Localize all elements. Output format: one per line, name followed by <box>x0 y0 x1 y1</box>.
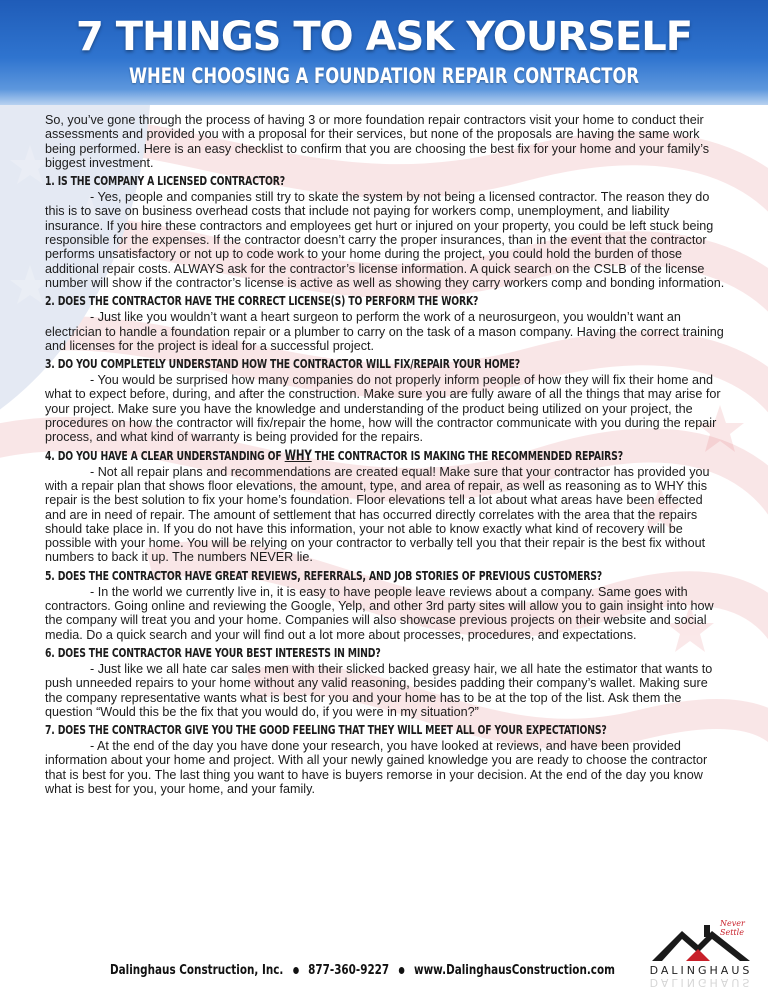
question-6-heading: 6. DOES THE CONTRACTOR HAVE YOUR BEST INTERESTS IN MIND? <box>45 644 381 660</box>
question-7-answer: - At the end of the day you have done your research, you have looked at reviews, and have been provided information about your home and project. With all your newly gained knowledge you are ready to choose the contractor that is best for you. The last thing you want to have is buyers remorse in your decision. At the end of the day you know what is best for you, your home, and your family. <box>45 739 708 796</box>
question-5-answer: - In the world we currently live in, it is easy to have people leave reviews about a company. Same goes with contractors. Going online and reviewing the Google, Yelp, and other 3rd party sites will allow you to gain insight into how the company will treat you and your home. Companies will also showcase previous projects on their website and social media. Do a quick search and your will find out a lot more about processes, procedures, and expectations. <box>45 584 714 642</box>
question-4-heading-start: 4. DO YOU HAVE A CLEAR UNDERSTANDING OF <box>45 447 285 463</box>
footer-company-name: Dalinghaus Construction, Inc. <box>110 963 284 978</box>
header-banner <box>0 0 768 105</box>
question-6-answer: - Just like we all hate car sales men with their slicked backed greasy hair, we all hate the estimator that wants to push unneeded repairs to your home without any valid reasoning, besides padding their company’s wallet. Making sure the company representative wants what is best for you and your home has to be at the top of the list. Ask them the question “Would this be the fix that you would do, if you were in my situation?” <box>45 661 713 719</box>
logo-wordmark-reflection: DALINGHAUS <box>649 976 753 989</box>
logo-wordmark: DALINGHAUS <box>649 964 753 977</box>
checklist-content <box>45 113 725 796</box>
question-2-heading: 2. DOES THE CONTRACTOR HAVE THE CORRECT LICENSE(S) TO PERFORM THE WORK? <box>45 293 479 309</box>
question-1-answer: - Yes, people and companies still try to skate the system by not being a licensed contractor. The reason they do this is to save on business overhead costs that include not paying for workers comp, unemployment, and liability insurance. If you hire these contractors and employees get hurt or injured on your property, you could be left stuck being responsible for the expenses. If the contractor doesn’t carry the proper insurances, than in the event that the contractor performs unsatisfactory or not up to code work to your home during the project, you could hold the burden of those additional repair costs. ALWAYS ask for the contractor’s license information. A quick search on the CSLB of the license number will show if the contractor’s license is active as well as showing they carry workers comp and bonding information. <box>45 190 725 290</box>
company-logo <box>642 917 760 989</box>
question-7-heading: 7. DOES THE CONTRACTOR GIVE YOU THE GOOD FEELING THAT THEY WILL MEET ALL OF YOUR EXPECTATIONS? <box>45 722 607 738</box>
question-5-heading: 5. DOES THE CONTRACTOR HAVE GREAT REVIEWS, REFERRALS, AND JOB STORIES OF PREVIOUS CUSTOMERS? <box>45 567 603 583</box>
question-2-answer: - Just like you wouldn’t want a heart surgeon to perform the work of a neurosurgeon, you wouldn’t want an electrician to handle a foundation repair or a plumber to carry on the task of a mason company. Having the correct training and licenses for the project is ideal for a successful project. <box>45 310 724 353</box>
footer-website: www.DalinghausConstruction.com <box>413 963 615 978</box>
question-1-heading: 1. IS THE COMPANY A LICENSED CONTRACTOR? <box>45 173 285 189</box>
bullet-icon <box>399 967 405 974</box>
bullet-icon <box>293 967 299 974</box>
question-3-heading: 3. DO YOU COMPLETELY UNDERSTAND HOW THE CONTRACTOR WILL FIX/REPAIR YOUR HOME? <box>45 356 520 372</box>
intro-paragraph: So, you’ve gone through the process of having 3 or more foundation repair contractors visit your home to conduct their assessments and provided you with a proposal for their services, but none of the proposals are having the same work being performed. Here is an easy checklist to confirm that you are choosing the best fix for your home and your family’s biggest investment. <box>45 113 710 170</box>
page-subtitle: WHEN CHOOSING A FOUNDATION REPAIR CONTRACTOR <box>128 64 640 88</box>
logo-tagline: Never Settle <box>720 919 745 937</box>
question-4-heading <box>45 447 623 464</box>
footer-phone: 877-360-9227 <box>308 963 390 978</box>
question-4-heading-emphasis: WHY <box>284 447 312 464</box>
question-4-answer: - Not all repair plans and recommendations are created equal! Make sure that your contractor has provided you with a repair plan that shows floor elevations, the amount, type, and area of repair, as well as reasoning as to WHY this repair is the best solution to fix your home’s foundation. Floor elevations tell a lot about what areas have been effected and are in need of repair. The amount of settlement that has occurred directly correlates with the area that the repairs should take place in. If you do not have this information, your not able to know exactly what kind of recovery will be possible with your home. You will be relying on your contractor to verbally tell you that their repair is the best fix without numbers to back it up. The numbers NEVER lie. <box>45 464 710 565</box>
page-title: 7 THINGS TO ASK YOURSELF <box>75 14 693 60</box>
question-4-heading-end: THE CONTRACTOR IS MAKING THE RECOMMENDED REPAIRS? <box>311 447 623 463</box>
question-3-answer: - You would be surprised how many companies do not properly inform people of how they will fix their home and what to expect before, during, and after the construction. Make sure you are fully aware of all the things that may arise for your project. Make sure you have the knowledge and understanding of the product being utilized on your project, the procedures on how the contractor will fix/repair the home, how will the contractor communicate with you during the repair process, and what kind of warranty is being provided for the repairs. <box>45 373 721 445</box>
footer-contact <box>110 963 615 978</box>
